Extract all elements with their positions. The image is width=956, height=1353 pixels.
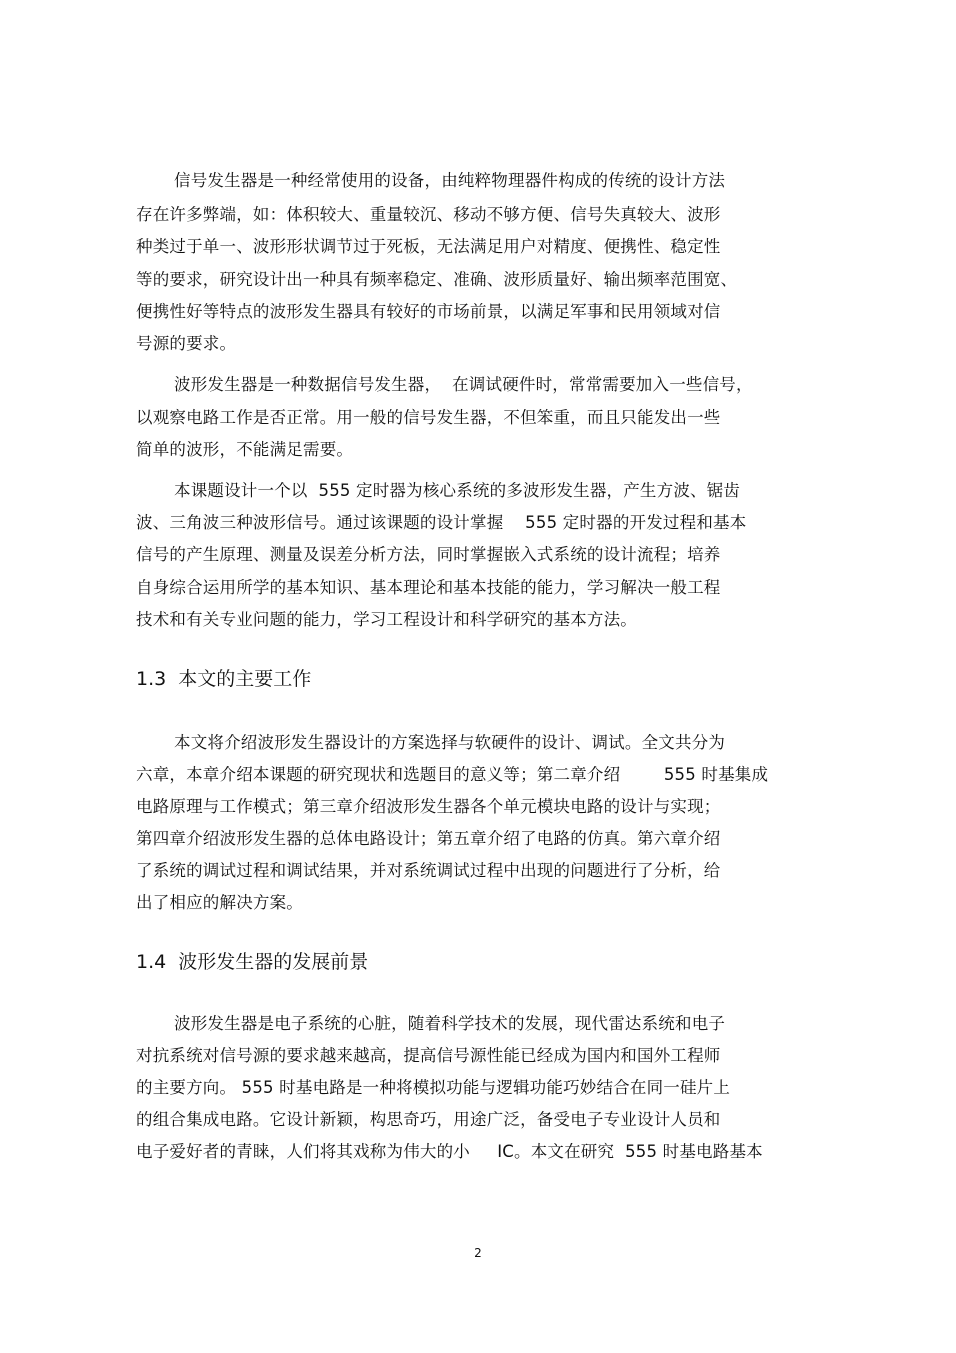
section-heading-1-4: 1.4 波形发生器的发展前景 (136, 951, 369, 973)
paragraph-4-line-6: 出了相应的解决方案。 (136, 893, 303, 912)
paragraph-5-line-3: 的主要方向。 555 时基电路是一种将模拟功能与逻辑功能巧妙结合在同一硅片上 (136, 1078, 731, 1097)
paragraph-1-line-2: 存在许多弊端，如：体积较大、重量较沉、移动不够方便、信号失真较大、波形 (136, 205, 721, 224)
paragraph-4-line-1: 本文将介绍波形发生器设计的方案选择与软硬件的设计、调试。全文共分为 (174, 733, 726, 752)
page-number: 2 (474, 1246, 482, 1260)
paragraph-2-line-1: 波形发生器是一种数据信号发生器， 在调试硬件时，常常需要加入一些信号， (174, 375, 753, 394)
paragraph-5-line-5: 电子爱好者的青睐，人们将其戏称为伟大的小 IC。本文在研究 555 时基电路基本 (136, 1142, 763, 1161)
paragraph-5-line-2: 对抗系统对信号源的要求越来越高，提高信号源性能已经成为国内和国外工程师 (136, 1046, 721, 1065)
paragraph-1-line-3: 种类过于单一、波形形状调节过于死板，无法满足用户对精度、便携性、稳定性 (136, 237, 721, 256)
paragraph-4-line-3: 电路原理与工作模式；第三章介绍波形发生器各个单元模块电路的设计与实现； (136, 797, 721, 816)
paragraph-3-line-3: 信号的产生原理、测量及误差分析方法，同时掌握嵌入式系统的设计流程；培养 (136, 545, 721, 564)
paragraph-4-line-5: 了系统的调试过程和调试结果，并对系统调试过程中出现的问题进行了分析，给 (136, 861, 721, 880)
paragraph-2-line-3: 简单的波形，不能满足需要。 (136, 440, 354, 459)
section-heading-1-3: 1.3 本文的主要工作 (136, 668, 312, 690)
paragraph-5-line-1: 波形发生器是电子系统的心脏，随着科学技术的发展，现代雷达系统和电子 (174, 1014, 726, 1033)
paragraph-1-line-5: 便携性好等特点的波形发生器具有较好的市场前景，以满足军事和民用领域对信 (136, 302, 721, 321)
paragraph-3-line-1: 本课题设计一个以 555 定时器为核心系统的多波形发生器，产生方波、锯齿 (174, 481, 741, 500)
paragraph-3-line-4: 自身综合运用所学的基本知识、基本理论和基本技能的能力，学习解决一般工程 (136, 578, 721, 597)
paragraph-1-line-4: 等的要求，研究设计出一种具有频率稳定、准确、波形质量好、输出频率范围宽、 (136, 270, 738, 289)
paragraph-1-line-6: 号源的要求。 (136, 334, 237, 353)
paragraph-1-line-1: 信号发生器是一种经常使用的设备，由纯粹物理器件构成的传统的设计方法 (174, 171, 726, 190)
paragraph-3-line-2: 波、三角波三种波形信号。通过该课题的设计掌握 555 定时器的开发过程和基本 (136, 513, 747, 532)
paragraph-4-line-2: 六章，本章介绍本课题的研究现状和选题目的意义等；第二章介绍 555 时基集成 (136, 765, 769, 784)
paragraph-2-line-2: 以观察电路工作是否正常。用一般的信号发生器，不但笨重，而且只能发出一些 (136, 408, 721, 427)
paragraph-3-line-5: 技术和有关专业问题的能力，学习工程设计和科学研究的基本方法。 (136, 610, 637, 629)
paragraph-5-line-4: 的组合集成电路。它设计新颖，构思奇巧，用途广泛，备受电子专业设计人员和 (136, 1110, 721, 1129)
paragraph-4-line-4: 第四章介绍波形发生器的总体电路设计；第五章介绍了电路的仿真。第六章介绍 (136, 829, 721, 848)
